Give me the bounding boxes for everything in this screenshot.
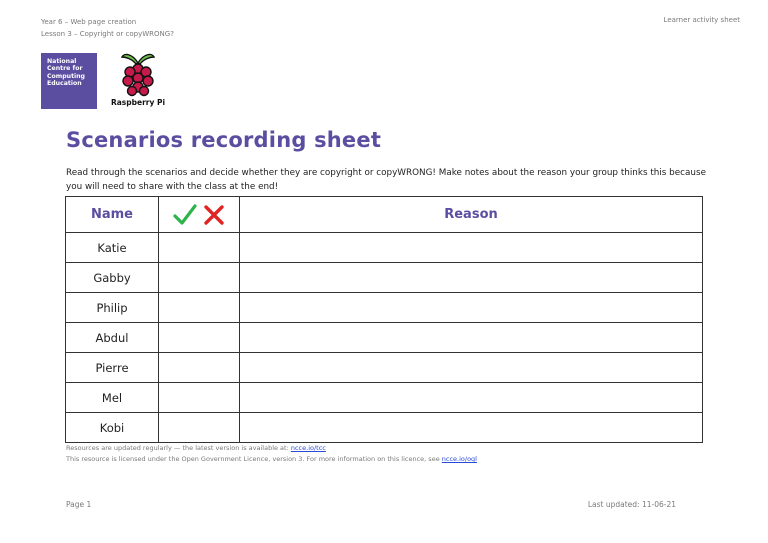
ncce-logo (41, 53, 97, 109)
table-row (66, 233, 703, 263)
page-title: Scenarios recording sheet (66, 128, 382, 152)
name-cell: Kobi (66, 413, 159, 443)
lesson-title: Lesson 3 – Copyright or copyWRONG? (41, 30, 174, 38)
mark-cell[interactable] (159, 323, 240, 353)
mark-cell[interactable] (159, 383, 240, 413)
name-cell: Pierre (66, 353, 159, 383)
ncce-logo-text: Centre for (47, 65, 83, 73)
ncce-logo-text: National (47, 58, 77, 65)
reason-column-header: Reason (240, 197, 703, 233)
name-cell: Katie (66, 233, 159, 263)
name-column-header: Name (66, 197, 159, 233)
table-row (66, 293, 703, 323)
name-cell: Philip (66, 293, 159, 323)
reason-cell[interactable] (240, 293, 703, 323)
resources-note (66, 444, 326, 452)
licence-link[interactable]: ncce.io/ogl (441, 455, 477, 463)
reason-cell[interactable] (240, 413, 703, 443)
page-number: Page 1 (66, 500, 92, 509)
table-row (66, 353, 703, 383)
reason-cell[interactable] (240, 263, 703, 293)
table-row (66, 413, 703, 443)
resources-text: Resources are updated regularly — the latest version is available at: (66, 444, 291, 452)
instructions: Read through the scenarios and decide whether they are copyright or copyWRONG! Make notes about the reason your group thinks this because you will need to share with the class at the end! (66, 168, 706, 192)
name-cell: Gabby (66, 263, 159, 293)
table-row (66, 383, 703, 413)
mark-cell[interactable] (159, 413, 240, 443)
reason-cell[interactable] (240, 323, 703, 353)
recording-table (65, 196, 703, 443)
reason-cell[interactable] (240, 353, 703, 383)
name-cell: Mel (66, 383, 159, 413)
mark-cell[interactable] (159, 353, 240, 383)
ncce-logo-text: Education (47, 80, 82, 88)
licence-note (66, 455, 477, 463)
last-updated: Last updated: 11-06-21 (587, 500, 676, 509)
mark-cell[interactable] (159, 293, 240, 323)
sheet-type: Learner activity sheet (663, 16, 740, 24)
reason-cell[interactable] (240, 383, 703, 413)
course-title: Year 6 – Web page creation (41, 18, 137, 26)
resources-link[interactable]: ncce.io/tcc (290, 444, 326, 452)
licence-text: This resource is licensed under the Open Government Licence, version 3. For more information on this licence, see (66, 455, 442, 463)
cross-icon (203, 204, 225, 226)
ncce-logo-text: Computing (47, 72, 85, 80)
mark-cell[interactable] (159, 263, 240, 293)
raspberry-pi-label: Raspberry Pi (110, 98, 166, 107)
mark-column-header (159, 197, 240, 233)
table-row (66, 263, 703, 293)
table-row (66, 323, 703, 353)
document-header (41, 16, 174, 40)
reason-cell[interactable] (240, 233, 703, 263)
raspberry-icon (118, 51, 158, 97)
name-cell: Abdul (66, 323, 159, 353)
check-icon (173, 204, 197, 226)
raspberry-pi-logo (108, 51, 168, 111)
table-header-row (66, 197, 703, 233)
mark-cell[interactable] (159, 233, 240, 263)
